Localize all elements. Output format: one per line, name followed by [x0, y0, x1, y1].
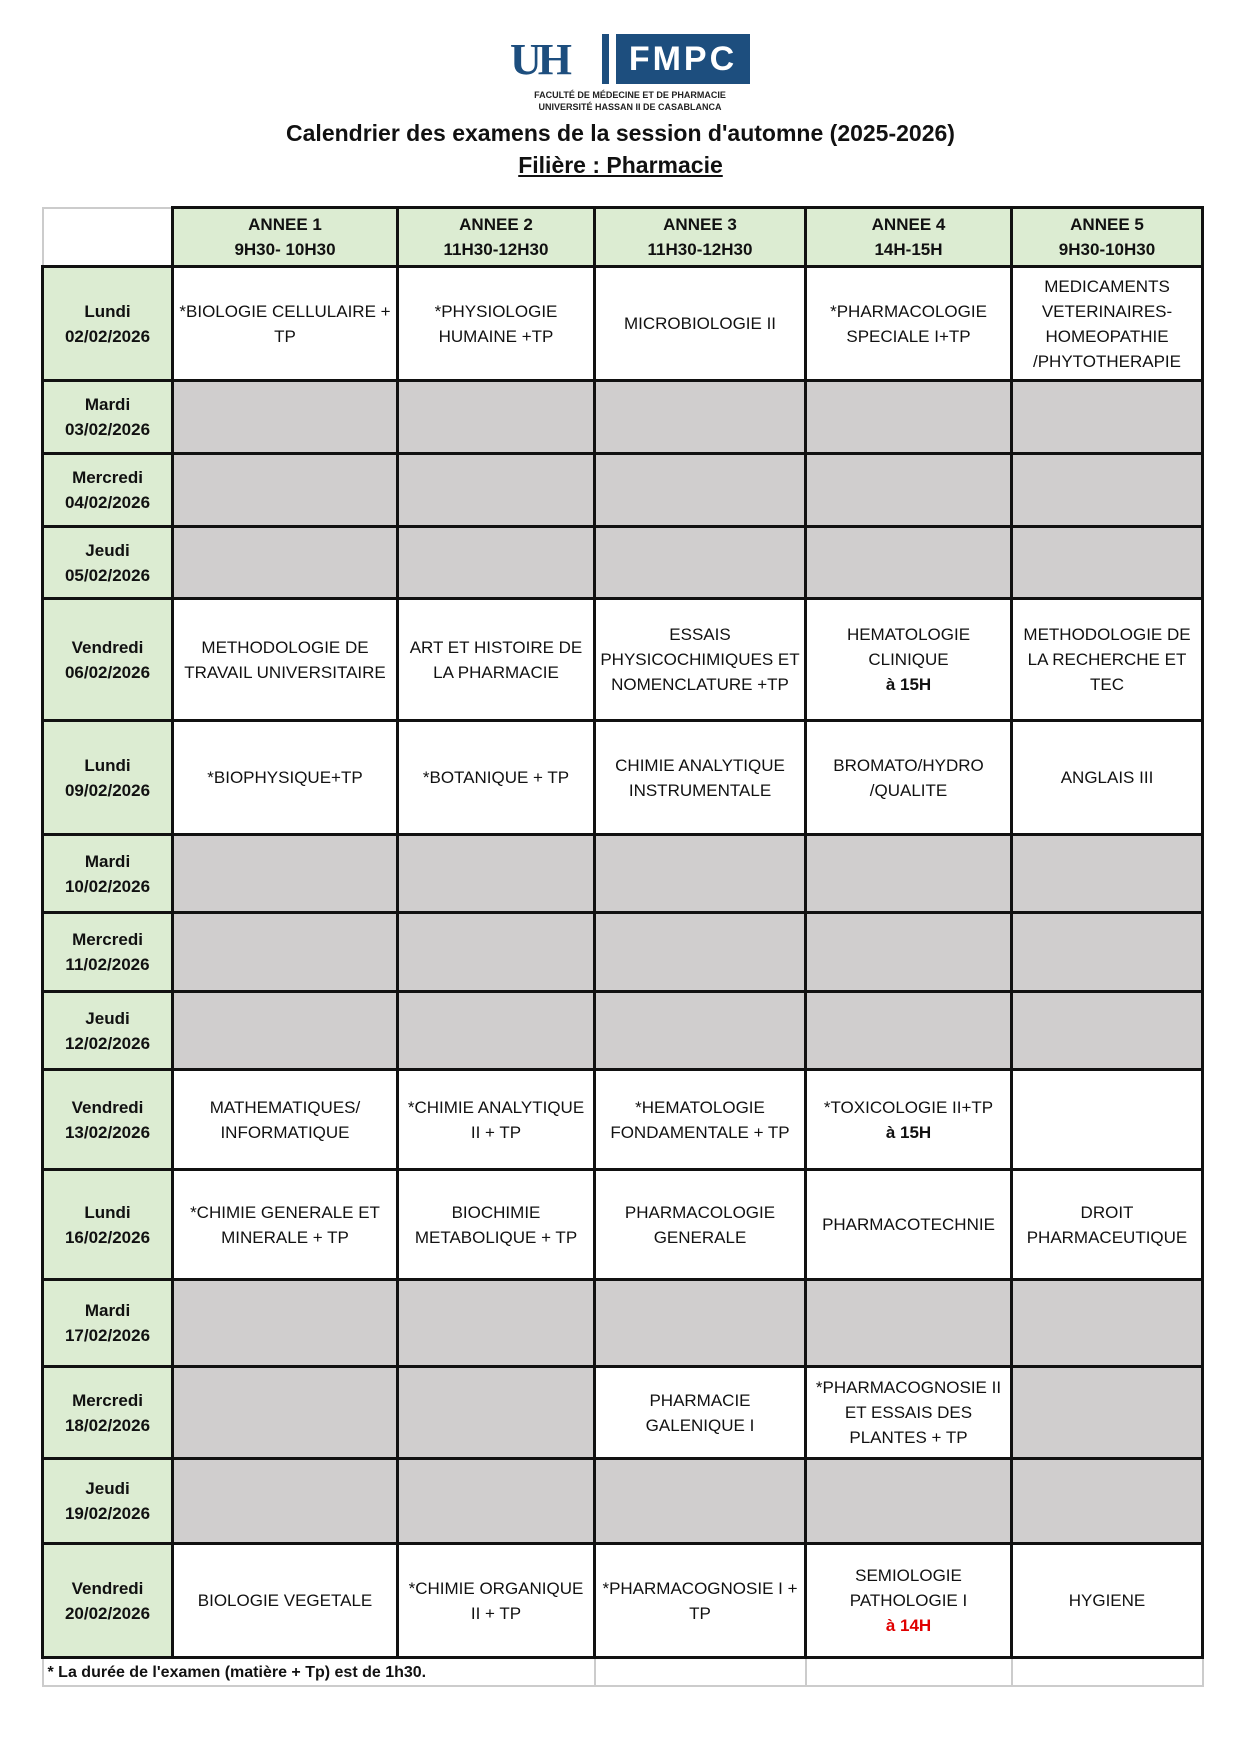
exam-cell — [595, 599, 806, 721]
filiere-label: Filière : Pharmacie — [518, 152, 723, 178]
exam-subject: *HEMATOLOGIE FONDAMENTALE + TP — [610, 1097, 790, 1142]
exam-subject: HYGIENE — [1068, 1591, 1146, 1610]
exam-cell — [1012, 721, 1203, 835]
empty-cell — [173, 1367, 398, 1459]
exam-cell — [806, 1544, 1012, 1658]
table-row — [43, 454, 1203, 527]
day-date: 10/02/2026 — [64, 876, 151, 896]
empty-cell — [806, 381, 1012, 454]
exam-cell — [595, 1544, 806, 1658]
uh2c-logo-mark: UH — [510, 35, 568, 84]
day-name: Vendredi — [71, 1097, 144, 1117]
exam-cell — [173, 1170, 398, 1280]
year-label: ANNEE 3 — [663, 215, 737, 234]
column-header — [806, 208, 1012, 267]
day-cell — [43, 1280, 173, 1367]
day-date: 16/02/2026 — [64, 1227, 151, 1247]
footnote-row — [43, 1658, 1203, 1687]
day-name: Lundi — [84, 301, 131, 321]
exam-time-note: à 15H — [885, 675, 932, 694]
empty-cell — [398, 527, 595, 599]
exam-cell — [595, 721, 806, 835]
exam-subject: *PHARMACOGNOSIE I + TP — [602, 1578, 798, 1623]
day-name: Mardi — [84, 1301, 131, 1320]
exam-subject: *CHIMIE GENERALE ET MINERALE + TP — [190, 1202, 380, 1247]
empty-cell — [398, 913, 595, 992]
footnote-empty-cell — [1012, 1658, 1203, 1687]
day-cell — [43, 381, 173, 454]
column-header — [173, 208, 398, 267]
exam-subject: *TOXICOLOGIE II+TP — [823, 1097, 994, 1117]
exam-cell — [398, 1544, 595, 1658]
day-name: Lundi — [84, 1202, 131, 1222]
table-row — [43, 1170, 1203, 1280]
exam-subject: ART ET HISTOIRE DE LA PHARMACIE — [409, 637, 583, 682]
empty-cell — [1012, 1280, 1203, 1367]
exam-cell — [173, 1070, 398, 1170]
exam-subject: *BOTANIQUE + TP — [422, 768, 570, 787]
time-label: 9H30- 10H30 — [234, 240, 336, 259]
exam-time-note: à 15H — [885, 1122, 932, 1142]
table-row — [43, 1280, 1203, 1367]
day-name: Jeudi — [85, 1479, 130, 1498]
empty-cell — [595, 835, 806, 913]
exam-cell — [173, 267, 398, 381]
table-row — [43, 1544, 1203, 1658]
empty-cell — [806, 1459, 1012, 1544]
day-date: 18/02/2026 — [64, 1415, 151, 1435]
empty-cell — [595, 454, 806, 527]
exam-subject: BROMATO/HYDRO /QUALITE — [833, 755, 984, 800]
column-header — [1012, 208, 1203, 267]
day-date: 20/02/2026 — [64, 1603, 151, 1623]
day-date: 03/02/2026 — [64, 420, 151, 439]
exam-subject: MEDICAMENTS VETERINAIRES-HOMEOPATHIE /PHYTOTHERAPIE — [1033, 276, 1181, 371]
page-title: Calendrier des examens de la session d'automne (2025-2026) — [286, 120, 955, 146]
exam-cell — [1012, 267, 1203, 381]
exam-subject: PHARMACOLOGIE GENERALE — [624, 1202, 776, 1247]
empty-cell — [1012, 1459, 1203, 1544]
empty-cell — [806, 454, 1012, 527]
exam-cell — [173, 599, 398, 721]
year-label: ANNEE 2 — [459, 215, 533, 234]
table-row — [43, 1459, 1203, 1544]
day-cell — [43, 992, 173, 1070]
exam-subject: *PHARMACOLOGIE SPECIALE I+TP — [830, 301, 987, 346]
day-cell — [43, 599, 173, 721]
empty-cell — [1012, 913, 1203, 992]
logo-faculty: FACULTÉ DE MÉDECINE ET DE PHARMACIE — [534, 90, 726, 100]
exam-subject: ANGLAIS III — [1060, 768, 1154, 787]
day-cell — [43, 1544, 173, 1658]
exam-subject: BIOCHIMIE METABOLIQUE + TP — [414, 1202, 578, 1247]
logo-divider — [602, 34, 609, 84]
exam-cell — [398, 1170, 595, 1280]
day-cell — [43, 267, 173, 381]
time-label: 11H30-12H30 — [647, 240, 753, 259]
day-date: 02/02/2026 — [64, 326, 151, 346]
exam-cell — [398, 599, 595, 721]
empty-cell — [398, 454, 595, 527]
empty-cell — [1012, 381, 1203, 454]
empty-cell — [398, 1280, 595, 1367]
table-row — [43, 721, 1203, 835]
exam-cell — [595, 267, 806, 381]
day-date: 17/02/2026 — [64, 1326, 151, 1345]
empty-cell — [806, 527, 1012, 599]
exam-cell — [1012, 1070, 1203, 1170]
logo-brand: FMPC — [616, 34, 750, 84]
empty-cell — [173, 1459, 398, 1544]
table-row — [43, 599, 1203, 721]
exam-subject: CHIMIE ANALYTIQUE INSTRUMENTALE — [615, 755, 785, 800]
day-name: Mardi — [84, 851, 131, 871]
footnote-empty-cell — [595, 1658, 806, 1687]
exam-subject: SEMIOLOGIE PATHOLOGIE I — [849, 1566, 968, 1610]
table-row — [43, 267, 1203, 381]
exam-subject: PHARMACOTECHNIE — [822, 1215, 995, 1234]
empty-cell — [173, 527, 398, 599]
table-row — [43, 527, 1203, 599]
empty-cell — [398, 381, 595, 454]
day-cell — [43, 1459, 173, 1544]
empty-cell — [398, 992, 595, 1070]
exam-subject: MATHEMATIQUES/ INFORMATIQUE — [209, 1097, 361, 1142]
time-label: 14H-15H — [874, 240, 943, 259]
day-name: Vendredi — [71, 1578, 144, 1598]
exam-subject: *BIOLOGIE CELLULAIRE + TP — [179, 301, 391, 346]
empty-cell — [1012, 527, 1203, 599]
day-name: Vendredi — [71, 637, 144, 657]
exam-subject: BIOLOGIE VEGETALE — [197, 1591, 373, 1610]
logo-university: UNIVERSITÉ HASSAN II DE CASABLANCA — [538, 102, 722, 112]
empty-cell — [595, 1459, 806, 1544]
exam-subject: DROIT PHARMACEUTIQUE — [1026, 1202, 1188, 1247]
table-row — [43, 835, 1203, 913]
day-name: Mercredi — [72, 1390, 143, 1410]
exam-cell — [595, 1070, 806, 1170]
day-name: Lundi — [84, 755, 131, 775]
day-cell — [43, 1367, 173, 1459]
header-row — [43, 208, 1203, 267]
day-name: Mardi — [84, 395, 131, 414]
empty-cell — [595, 381, 806, 454]
table-row — [43, 913, 1203, 992]
exam-cell — [398, 721, 595, 835]
exam-cell — [173, 721, 398, 835]
empty-cell — [173, 835, 398, 913]
day-cell — [43, 527, 173, 599]
day-cell — [43, 454, 173, 527]
empty-cell — [806, 835, 1012, 913]
empty-cell — [173, 913, 398, 992]
day-cell — [43, 1070, 173, 1170]
day-date: 05/02/2026 — [64, 565, 151, 585]
empty-cell — [173, 381, 398, 454]
table-row — [43, 1367, 1203, 1459]
empty-cell — [595, 992, 806, 1070]
year-label: ANNEE 5 — [1070, 215, 1144, 234]
exam-subject: *PHYSIOLOGIE HUMAINE +TP — [434, 301, 558, 346]
empty-cell — [1012, 454, 1203, 527]
day-date: 06/02/2026 — [64, 662, 151, 682]
year-label: ANNEE 4 — [871, 215, 946, 234]
empty-cell — [173, 992, 398, 1070]
exam-cell — [806, 1070, 1012, 1170]
exam-cell — [806, 1367, 1012, 1459]
footnote-empty-cell — [806, 1658, 1012, 1687]
day-date: 13/02/2026 — [64, 1122, 151, 1142]
exam-cell — [806, 599, 1012, 721]
exam-cell — [1012, 1170, 1203, 1280]
exam-cell — [806, 1170, 1012, 1280]
exam-cell — [1012, 599, 1203, 721]
column-header — [398, 208, 595, 267]
exam-subject: ESSAIS PHYSICOCHIMIQUES ET NOMENCLATURE +TP — [600, 625, 800, 694]
exam-subject: *PHARMACOGNOSIE II ET ESSAIS DES PLANTES + TP — [815, 1378, 1002, 1447]
corner-cell — [43, 208, 173, 267]
empty-cell — [398, 1367, 595, 1459]
exam-cell — [173, 1544, 398, 1658]
exam-subject: HEMATOLOGIE CLINIQUE — [846, 625, 971, 669]
exam-cell — [806, 267, 1012, 381]
exam-cell — [806, 721, 1012, 835]
exam-cell — [595, 1367, 806, 1459]
day-name: Mercredi — [72, 930, 143, 949]
empty-cell — [398, 1459, 595, 1544]
year-label: ANNEE 1 — [248, 215, 322, 234]
footnote: * La durée de l'examen (matière + Tp) est de 1h30. — [43, 1658, 595, 1687]
exam-subject: MICROBIOLOGIE II — [623, 314, 777, 333]
day-date: 04/02/2026 — [64, 493, 151, 512]
empty-cell — [806, 992, 1012, 1070]
empty-cell — [173, 454, 398, 527]
empty-cell — [1012, 835, 1203, 913]
empty-cell — [1012, 1367, 1203, 1459]
empty-cell — [398, 835, 595, 913]
exam-subject: *CHIMIE ORGANIQUE II + TP — [408, 1578, 584, 1623]
exam-subject: METHODOLOGIE DE TRAVAIL UNIVERSITAIRE — [184, 637, 386, 682]
day-date: 12/02/2026 — [64, 1033, 151, 1053]
exam-subject: *BIOPHYSIQUE+TP — [207, 768, 363, 787]
day-cell — [43, 1170, 173, 1280]
fmpc-logo — [510, 32, 750, 114]
day-date: 11/02/2026 — [65, 955, 150, 974]
exam-time-note: à 14H — [885, 1616, 932, 1635]
exam-cell — [398, 1070, 595, 1170]
day-date: 19/02/2026 — [64, 1504, 151, 1523]
empty-cell — [806, 913, 1012, 992]
day-name: Mercredi — [72, 468, 143, 487]
day-date: 09/02/2026 — [64, 780, 151, 800]
day-cell — [43, 835, 173, 913]
time-label: 11H30-12H30 — [443, 240, 549, 259]
page-subtitle — [0, 152, 1241, 179]
table-row — [43, 992, 1203, 1070]
day-name: Jeudi — [85, 1008, 130, 1028]
exam-calendar-table — [41, 206, 1204, 1687]
exam-cell — [398, 267, 595, 381]
empty-cell — [595, 527, 806, 599]
table-row — [43, 1070, 1203, 1170]
column-header — [595, 208, 806, 267]
empty-cell — [806, 1280, 1012, 1367]
day-cell — [43, 913, 173, 992]
day-cell — [43, 721, 173, 835]
exam-subject: METHODOLOGIE DE LA RECHERCHE ET TEC — [1023, 625, 1191, 694]
empty-cell — [173, 1280, 398, 1367]
time-label: 9H30-10H30 — [1058, 240, 1156, 259]
exam-cell — [1012, 1544, 1203, 1658]
day-name: Jeudi — [85, 540, 130, 560]
exam-cell — [595, 1170, 806, 1280]
table-row — [43, 381, 1203, 454]
exam-subject: PHARMACIE GALENIQUE I — [645, 1390, 755, 1435]
empty-cell — [1012, 992, 1203, 1070]
exam-subject: *CHIMIE ANALYTIQUE II + TP — [407, 1097, 585, 1142]
empty-cell — [595, 913, 806, 992]
empty-cell — [595, 1280, 806, 1367]
